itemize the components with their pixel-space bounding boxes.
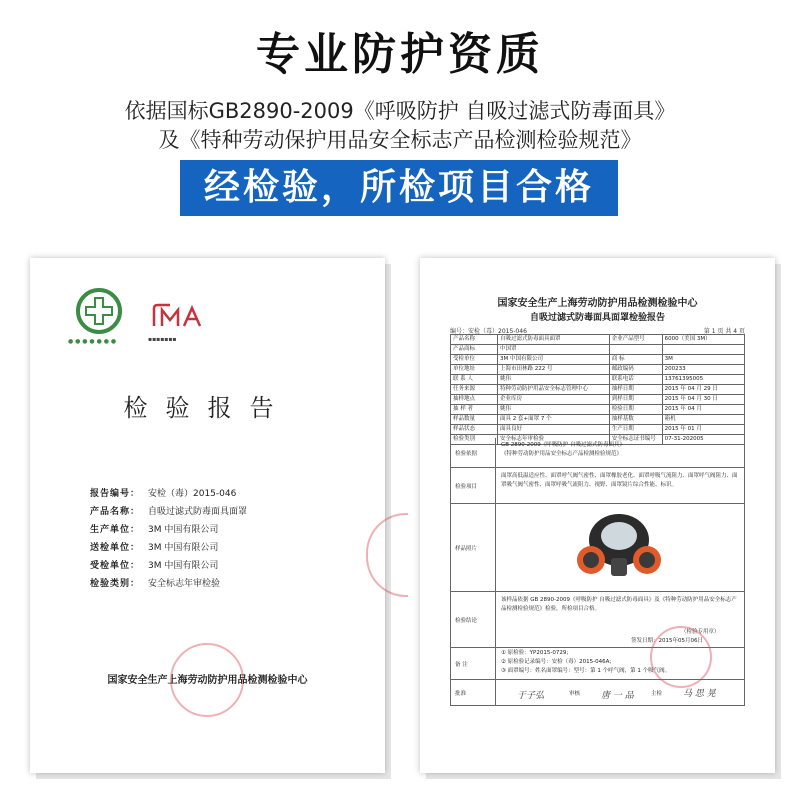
table-cell: 箱机: [662, 415, 744, 425]
table-row: [451, 425, 745, 435]
table-cell: 上海市田林路 222 号: [498, 365, 610, 375]
table-cell: [609, 345, 662, 355]
table-cell: 200233: [662, 365, 744, 375]
table-row: [451, 375, 745, 385]
table-cell: 3M 中国有限公司: [498, 355, 610, 365]
reviewer-signature: 唐 一 品: [601, 691, 634, 701]
cover-title: 检验报告: [123, 394, 292, 422]
report-number: 编号：安检（毒）2015-046: [450, 328, 527, 335]
table-cell: 任务来源: [451, 385, 498, 395]
table-cell: 联 系 人: [451, 375, 498, 385]
logo-caption: ● ● ● ● ● ● ●: [68, 338, 117, 345]
table-cell: 商 标: [609, 355, 662, 365]
table-cell: 样品状态: [451, 425, 498, 435]
table-cell: 抽样日期: [609, 385, 662, 395]
report-info-table: [450, 334, 745, 445]
cma-caption: ▪▪▪▪▪▪▪: [148, 336, 177, 343]
table-cell: 单位地址: [451, 365, 498, 375]
table-cell: 3M: [662, 355, 744, 365]
signature-block: 批准 于子弘 审核 唐 一 品 主检 马 思 晃: [450, 680, 745, 706]
report-subtitle: 自吸过滤式防毒面具面罩检验报告: [529, 313, 665, 323]
table-cell: 姚伟: [498, 375, 610, 385]
cover-issuer: 国家安全生产上海劳动防护用品检测检验中心: [107, 675, 308, 686]
field-product-name: 产品名称： 自吸过滤式防毒面具面罩: [90, 507, 248, 517]
table-cell: 13761395005: [662, 375, 744, 385]
table-row: [451, 335, 745, 345]
approver-signature: 于子弘: [517, 691, 545, 701]
table-cell: 6000（美国 3M）: [662, 335, 744, 345]
table-cell: 姚伟: [498, 405, 610, 415]
remarks-block: 备 注 ① 原检验：YP2015-0729； ② 原检验记录编号：安检（毒）2015-046A； ③ 面罩编号：姓名面罩编号：型号：第 1 个呼气阀，第 1 个吸气阀。: [450, 648, 745, 680]
table-cell: 抽样基数: [609, 415, 662, 425]
conclusion-block: 检验结论 该样品依据 GB 2890-2009《呼吸防护 自吸过滤式防毒面具》及《特种劳动防护用品安全标志产品检测检验规范》检验，所检项目合格。 （检验专用章） 签发日期：2015年05月06日: [450, 592, 745, 648]
field-report-number: 报告编号： 安检（毒）2015-046: [90, 489, 237, 499]
cma-logo-icon: [150, 302, 208, 330]
field-sender: 送检单位： 3M 中国有限公司: [90, 543, 219, 553]
report-page-number: 第 1 页 共 4 页: [703, 328, 745, 335]
review-label: 审核: [569, 691, 581, 697]
field-inspected-unit: 受检单位： 3M 中国有限公司: [90, 561, 219, 571]
table-cell: 抽样地点: [451, 395, 498, 405]
table-cell: 检验日期: [609, 405, 662, 415]
table-cell: 产品商标: [451, 345, 498, 355]
table-row: [451, 385, 745, 395]
table-cell: [662, 345, 744, 355]
items-block: 检验项目 面罩高低温适应性、面罩呼气阀气密性、面罩橡胶老化、面罩呼吸气流阻力、面罩呼气阀阻力、面罩吸气阀气密性、面罩呼吸气流阻力、视野、面罩镜片综合性能、标识。: [450, 468, 745, 504]
table-cell: 安全标志证书编号: [609, 435, 662, 445]
table-cell: 2015 年 01 月: [662, 425, 744, 435]
table-cell: 2015 年 04 月 30 日: [662, 395, 744, 405]
table-cell: 安全标志年审检验: [498, 435, 610, 445]
table-cell: 2015 年 04 月 29 日: [662, 385, 744, 395]
table-row: [451, 345, 745, 355]
table-cell: 生产日期: [609, 425, 662, 435]
table-cell: 邮政编码: [609, 365, 662, 375]
table-cell: 07-31-202005: [662, 435, 744, 445]
table-cell: 企业库房: [498, 395, 610, 405]
table-cell: 受检单位: [451, 355, 498, 365]
photo-block: 样品照片: [450, 504, 745, 592]
table-cell: 联系电话: [609, 375, 662, 385]
table-cell: 2015 年 04 月: [662, 405, 744, 415]
table-cell: 特种劳动防护用品安全标志管理中心: [498, 385, 610, 395]
report-detail-page: [420, 258, 775, 773]
field-producer: 生产单位： 3M 中国有限公司: [90, 525, 219, 535]
main-inspector-label: 主检: [651, 691, 663, 697]
page-headline: 专业防护资质: [256, 29, 544, 80]
seam-stamp: [366, 513, 408, 597]
basis-block: 检验依据 GB 2890-2009《呼吸防护 自吸过滤式防毒面具》 《特种劳动防护用品安全标志产品检测检验规范》: [450, 438, 745, 468]
table-row: [451, 415, 745, 425]
table-cell: 产品名称: [451, 335, 498, 345]
table-cell: 样品数量: [451, 415, 498, 425]
safety-cross-logo-icon: [76, 288, 122, 334]
result-banner: 经检验，所检项目合格: [180, 160, 618, 216]
table-row: [451, 365, 745, 375]
report-cover-page: [30, 258, 385, 773]
table-cell: 到样日期: [609, 395, 662, 405]
table-row: [451, 395, 745, 405]
report-title: 国家安全生产上海劳动防护用品检测检验中心: [497, 298, 698, 309]
standard-line-1: 依据国标GB2890-2009《呼吸防护 自吸过滤式防毒面具》: [124, 99, 676, 123]
gas-mask-photo-icon: [571, 510, 667, 584]
table-cell: 企业产品型号: [609, 335, 662, 345]
table-row: [451, 355, 745, 365]
table-cell: 抽 样 者: [451, 405, 498, 415]
table-cell: 中国罩: [498, 345, 610, 355]
table-cell: 面具 2 套+面罩 7 个: [498, 415, 610, 425]
table-cell: 面具良好: [498, 425, 610, 435]
table-cell: 检验类别: [451, 435, 498, 445]
table-cell: 自吸过滤式防毒面具面罩: [498, 335, 610, 345]
table-row: [451, 405, 745, 415]
standard-line-2: 及《特种劳动保护用品安全标志产品检测检验规范》: [158, 128, 642, 152]
field-inspection-type: 检验类别： 安全标志年审检验: [90, 579, 221, 589]
inspector-signature: 马 思 晃: [683, 689, 716, 699]
